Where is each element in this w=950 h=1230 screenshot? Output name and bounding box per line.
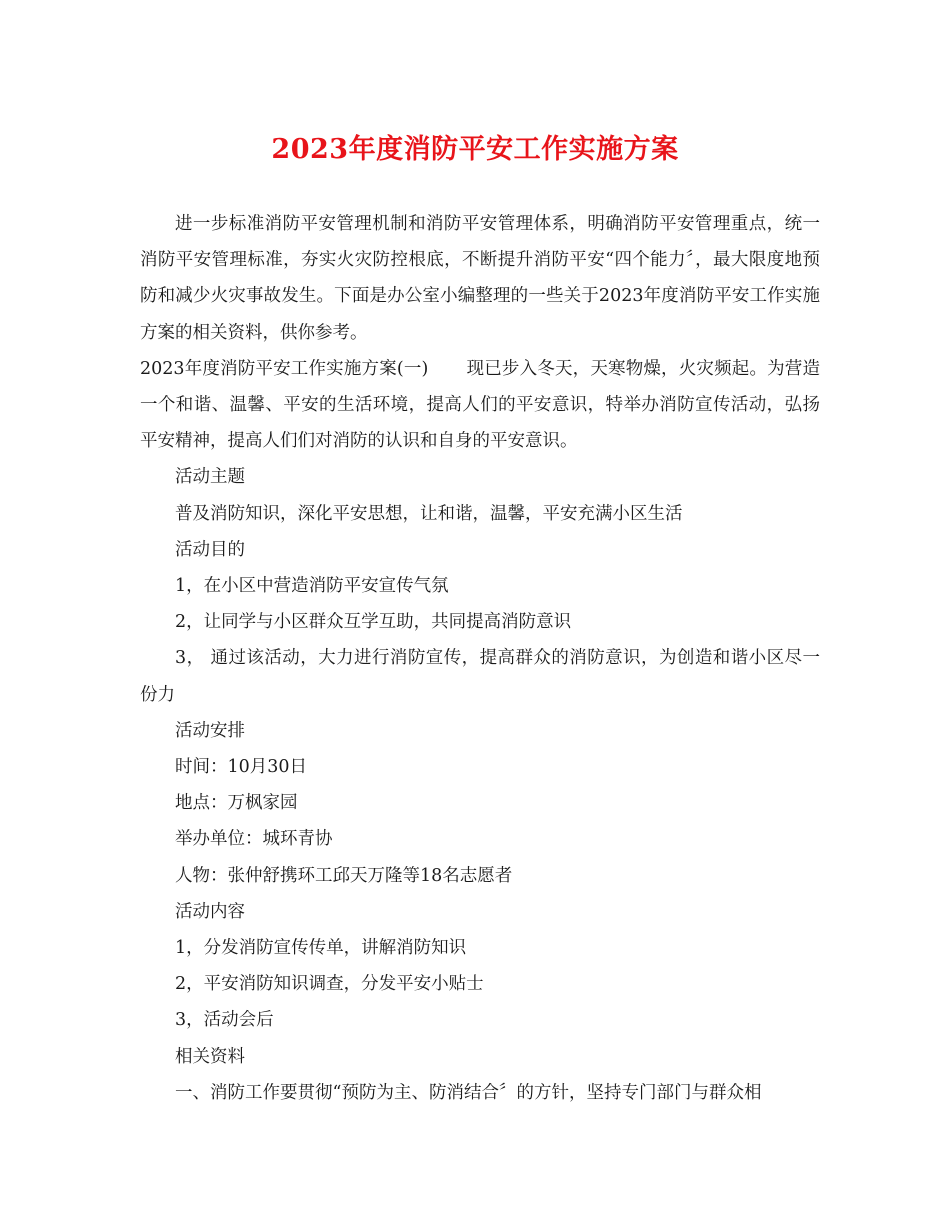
purpose-item-3: 3， 通过该活动，大力进行消防宣传，提高群众的消防意识，为创造和谐小区尽一份力	[140, 648, 820, 705]
section-paragraph	[140, 351, 820, 460]
content-item-3: 3，活动会后	[175, 1010, 274, 1031]
intro-paragraph: 进一步标准消防平安管理机制和消防平安管理体系，明确消防平安管理重点，统一消防平安管理标准，夯实火灾防控根底，不断提升消防平安“四个能力〞，最大限度地预防和减少火灾事故发生。下面是办公室小编整理的一些关于2023年度消防平安工作实施方案的相关资料，供你参考。	[140, 214, 820, 343]
arrangement-organizer: 举办单位：城环青协	[175, 829, 333, 850]
arrangement-people: 人物：张仲舒携环工邱天万隆等18名志愿者	[175, 865, 513, 886]
reference-text: 一、消防工作要贯彻“预防为主、防消结合〞的方针，坚持专门部门与群众相	[175, 1082, 762, 1103]
purpose-item-1: 1，在小区中营造消防平安宣传气氛	[175, 576, 449, 597]
section-heading: 2023年度消防平安工作实施方案(一)	[140, 358, 429, 379]
section-body: 现已步入冬天，天寒物燥，火灾频起。为营造一个和谐、温馨、平安的生活环境，提高人们的平安意识，特举办消防宣传活动，弘扬平安精神，提高人们们对消防的认识和自身的平安意识。	[140, 358, 820, 452]
theme-text: 普及消防知识，深化平安思想，让和谐，温馨，平安充满小区生活	[175, 503, 683, 524]
purpose-heading: 活动目的	[175, 539, 245, 560]
reference-heading: 相关资料	[175, 1046, 245, 1067]
arrangement-time: 时间：10月30日	[175, 757, 308, 778]
content-heading: 活动内容	[175, 901, 245, 922]
document-body	[140, 206, 820, 1111]
arrangement-place: 地点：万枫家园	[175, 793, 298, 814]
theme-heading: 活动主题	[175, 467, 245, 488]
document-title: 2023年度消防平安工作实施方案	[271, 134, 679, 165]
content-item-2: 2，平安消防知识调查，分发平安小贴士	[175, 974, 484, 995]
content-item-1: 1，分发消防宣传传单，讲解消防知识	[175, 938, 467, 959]
purpose-item-2: 2，让同学与小区群众互学互助，共同提高消防意识	[175, 612, 572, 633]
arrangement-heading: 活动安排	[175, 720, 245, 741]
